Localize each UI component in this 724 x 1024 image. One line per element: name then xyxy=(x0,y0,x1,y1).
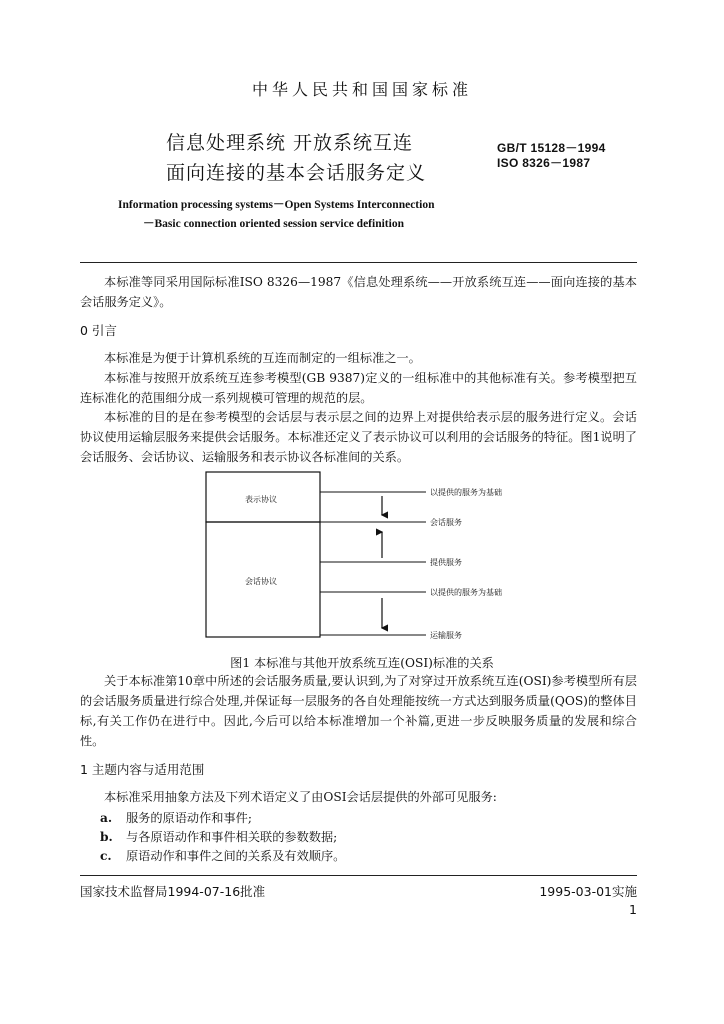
footer-divider xyxy=(80,875,637,876)
list-item-a xyxy=(80,809,252,826)
page-number: 1 xyxy=(629,902,637,917)
diagram-label-4: 以提供的服务为基础 xyxy=(430,588,502,597)
list-item-text: 与各原语动作和事件相关联的参数数据; xyxy=(126,830,338,844)
iso-standard-code: ISO 8326－1987 xyxy=(497,156,591,170)
section-0-paragraph-1: 本标准是为便于计算机系统的互连而制定的一组标准之一。 xyxy=(104,351,421,365)
diagram-label-2: 会话服务 xyxy=(430,518,462,527)
section-0-paragraph-2: 本标准与按照开放系统互连参考模型(GB 9387)定义的一组标准中的其他标准有关。参考模型把互连标准化的范围细分成一系列规模可管理的规范的层。 xyxy=(80,371,637,405)
approval-date: 国家技术监督局1994-07-16批准 xyxy=(80,884,266,899)
english-title-line-2: －Basic connection oriented session service definition xyxy=(143,218,404,230)
box-label-session: 会话协议 xyxy=(245,577,277,586)
diagram-label-1: 以提供的服务为基础 xyxy=(430,488,502,497)
title-line-1: 信息处理系统 开放系统互连 xyxy=(166,132,414,154)
list-item-text: 服务的原语动作和事件; xyxy=(126,811,252,825)
box-label-presentation: 表示协议 xyxy=(245,495,277,504)
section-0-heading: 0 引言 xyxy=(80,323,117,338)
section-0-paragraph-3: 本标准的目的是在参考模型的会话层与表示层之间的边界上对提供给表示层的服务进行定义。会话协议使用运输层服务来提供会话服务。本标准还定义了表示协议可以利用的会话服务的特征。图1说明了会话服务、会话协议、运输服务和表示协议各标准间的关系。 xyxy=(80,410,637,464)
diagram-label-5: 运输服务 xyxy=(430,631,462,640)
list-item-b xyxy=(80,828,337,845)
effective-date: 1995-03-01实施 xyxy=(539,884,637,899)
title-line-2: 面向连接的基本会话服务定义 xyxy=(166,162,427,184)
figure-1-caption: 图1 本标准与其他开放系统互连(OSI)标准的关系 xyxy=(230,656,494,670)
english-title-line-1: Information processing systems－Open Systems Interconnection xyxy=(118,199,435,211)
list-item-c xyxy=(80,847,345,864)
section-1-heading: 1 主题内容与适用范围 xyxy=(80,762,205,777)
gb-standard-code: GB/T 15128－1994 xyxy=(497,141,606,155)
qos-paragraph: 关于本标准第10章中所述的会话服务质量,要认识到,为了对穿过开放系统互连(OSI)参考模型所有层的会话服务质量进行综合处理,并保证每一层服务的各自处理能按统一方式达到服务质量(QOS)的整体目标,有关工作仍在进行中。因此,今后可以给本标准增加一个补篇,更进一步反映服务质量的发展和综合性。 xyxy=(80,674,637,748)
section-1-paragraph: 本标准采用抽象方法及下列术语定义了由OSI会话层提供的外部可见服务: xyxy=(104,790,497,804)
list-item-marker: a. xyxy=(100,811,113,825)
list-item-marker: b. xyxy=(100,830,113,844)
standard-org-header: 中华人民共和国国家标准 xyxy=(251,80,472,99)
diagram-label-3: 提供服务 xyxy=(430,558,462,567)
intro-paragraph: 本标准等同采用国际标准ISO 8326—1987《信息处理系统——开放系统互连——面向连接的基本会话服务定义》。 xyxy=(80,275,637,309)
list-item-text: 原语动作和事件之间的关系及有效顺序。 xyxy=(126,849,346,863)
list-item-marker: c. xyxy=(100,849,112,863)
top-divider xyxy=(80,262,637,263)
